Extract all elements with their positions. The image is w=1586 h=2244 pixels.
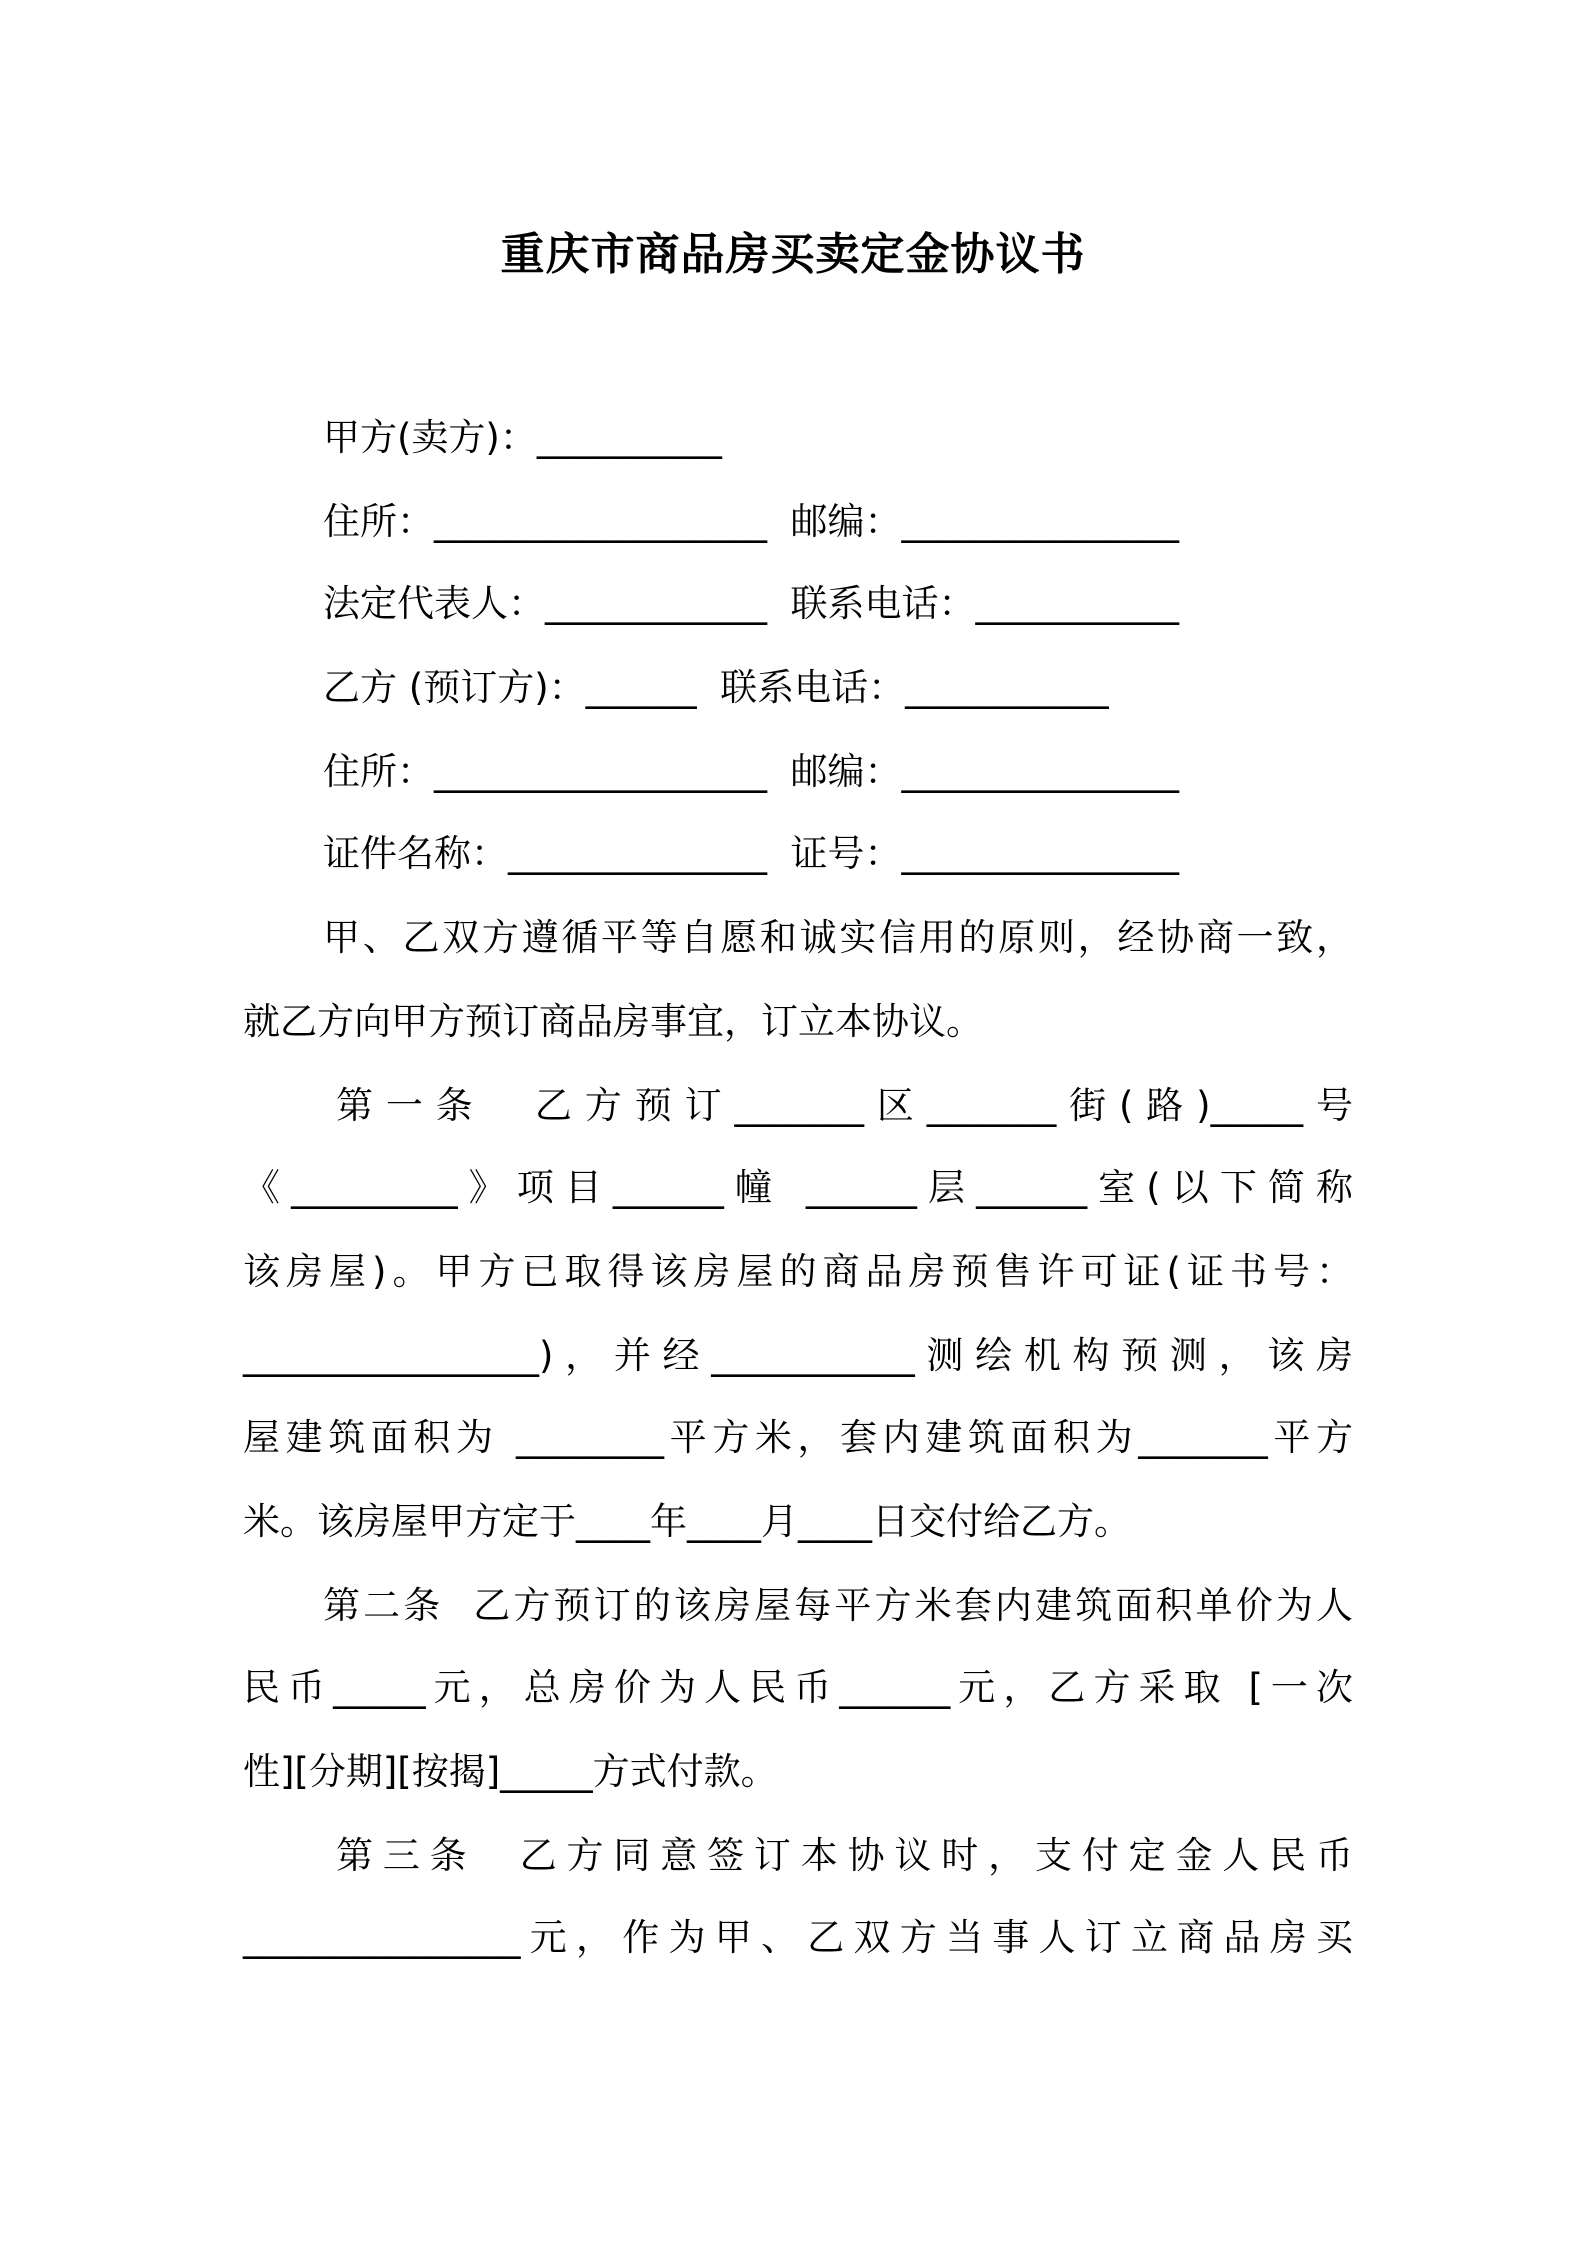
party-a-name: 甲方(卖方)：__________ [323, 416, 722, 459]
article-1-line-4: ________________)，并经___________测绘机构预测，该房 [243, 1334, 1353, 1377]
article-1-line-3: 该房屋)。甲方已取得该房屋的商品房预售许可证(证书号： [243, 1250, 1353, 1293]
party-a-legal-rep: 法定代表人：____________ 联系电话：___________ [323, 582, 1180, 625]
document-title: 重庆市商品房买卖定金协议书 [500, 229, 1086, 280]
article-2-line-3: 性][分期][按揭]_____方式付款。 [243, 1750, 778, 1793]
party-a-address: 住所：__________________ 邮编：_______________ [323, 500, 1180, 543]
article-1-line-5: 屋建筑面积为 ________平方米，套内建筑面积为_______平方 [243, 1416, 1353, 1459]
article-2-line-1: 第二条 乙方预订的该房屋每平方米套内建筑面积单价为人 [323, 1584, 1353, 1627]
article-3-line-2: _______________元，作为甲、乙双方当事人订立商品房买 [243, 1916, 1353, 1959]
party-b-name: 乙方 (预订方)：______ 联系电话：___________ [323, 666, 1109, 709]
party-b-address: 住所：__________________ 邮编：_______________ [323, 750, 1180, 793]
party-b-id: 证件名称：______________ 证号：_______________ [323, 832, 1180, 875]
article-1-line-1: 第一条 乙方预订_______区_______街(路)_____号 [336, 1084, 1353, 1127]
article-3-line-1: 第三条 乙方同意签订本协议时，支付定金人民币 [336, 1834, 1353, 1877]
article-2-line-2: 民币_____元，总房价为人民币______元，乙方采取 [一次 [243, 1666, 1353, 1709]
preamble-line-1: 甲、乙双方遵循平等自愿和诚实信用的原则，经协商一致， [323, 916, 1353, 959]
preamble-line-2: 就乙方向甲方预订商品房事宜，订立本协议。 [243, 1000, 983, 1043]
article-1-line-2: 《_________》项目______幢 ______层______室(以下简称 [243, 1166, 1353, 1209]
article-1-line-6: 米。该房屋甲方定于____年____月____日交付给乙方。 [243, 1500, 1131, 1543]
